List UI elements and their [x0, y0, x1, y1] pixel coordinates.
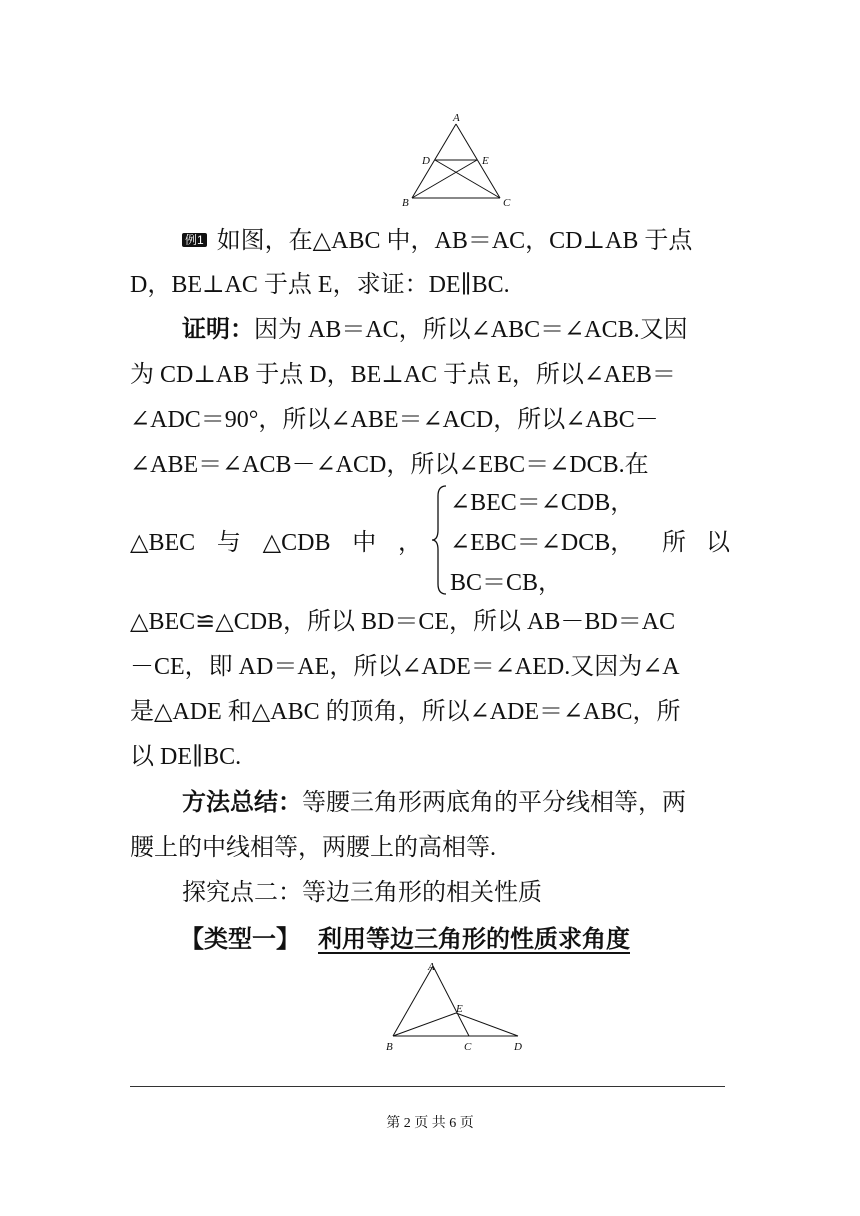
method-label: 方法总结： — [182, 789, 302, 816]
label-d: D — [514, 1041, 522, 1053]
proof-line-3: ∠ADC＝90°，所以∠ABE＝∠ACD，所以∠ABC－ — [130, 407, 659, 433]
method-line-1: 方法总结：等腰三角形两底角的平分线相等，两 — [182, 789, 686, 816]
proof-label: 证明： — [182, 316, 254, 343]
figure-triangle-abc-de — [396, 110, 516, 210]
type-title: 利用等边三角形的性质求角度 — [318, 926, 630, 953]
label-b: B — [402, 197, 409, 209]
label-c: C — [464, 1041, 472, 1053]
system-eq-3: BC＝CB， — [450, 570, 563, 596]
proof-line-9: 以 DE∥BC. — [130, 744, 242, 770]
label-e: E — [456, 1003, 463, 1015]
label-a: A — [453, 112, 460, 124]
figure-equilateral-triangle — [380, 956, 530, 1056]
example-line-2: D，BE⊥AC 于点 E，求证：DE∥BC. — [130, 272, 510, 298]
system-eq-2: ∠EBC＝∠DCB， — [450, 530, 635, 556]
side-ab — [393, 966, 433, 1036]
method-line-2: 腰上的中线相等，两腰上的高相等. — [130, 835, 496, 861]
example-badge: 例1 — [182, 233, 207, 247]
proof-line-2: 为 CD⊥AB 于点 D，BE⊥AC 于点 E，所以∠AEB＝ — [130, 362, 676, 388]
section-heading: 探究点二：等边三角形的相关性质 — [182, 880, 542, 906]
proof-line-7: －CE，即 AD＝AE，所以∠ADE＝∠AED.又因为∠A — [130, 654, 680, 680]
label-b: B — [386, 1041, 393, 1053]
label-a: A — [428, 961, 435, 973]
label-c: C — [503, 197, 511, 209]
example-line-1: 例1 如图，在△ABC 中，AB＝AC，CD⊥AB 于点 — [182, 226, 782, 256]
page-number: 第 2 页 共 6 页 — [386, 1116, 474, 1131]
footer-rule — [130, 1086, 725, 1087]
system-eq-1: ∠BEC＝∠CDB， — [450, 490, 635, 516]
type-heading — [180, 924, 630, 956]
side-ac — [456, 124, 500, 198]
proof-line-1: 证明：因为 AB＝AC，所以∠ABC＝∠ACB.又因 — [182, 316, 688, 343]
side-ab — [412, 124, 456, 198]
left-brace — [430, 484, 450, 596]
proof-line-5-left: △BEC 与 △CDB 中 ， — [130, 530, 422, 556]
proof-line-4: ∠ABE＝∠ACB－∠ACD，所以∠EBC＝∠DCB.在 — [130, 452, 649, 478]
label-d: D — [422, 155, 430, 167]
proof-line-6: △BEC≌△CDB，所以 BD＝CE，所以 AB－BD＝AC — [130, 609, 676, 635]
proof-line-8: 是△ADE 和△ABC 的顶角，所以∠ADE＝∠ABC，所 — [130, 699, 681, 725]
side-ac — [433, 966, 469, 1036]
segment-be — [393, 1013, 456, 1036]
proof-line-5-right: 所 以 — [662, 530, 730, 556]
type-tag: 【类型一】 — [180, 926, 300, 953]
label-e: E — [482, 155, 489, 167]
segment-ed — [456, 1013, 518, 1036]
